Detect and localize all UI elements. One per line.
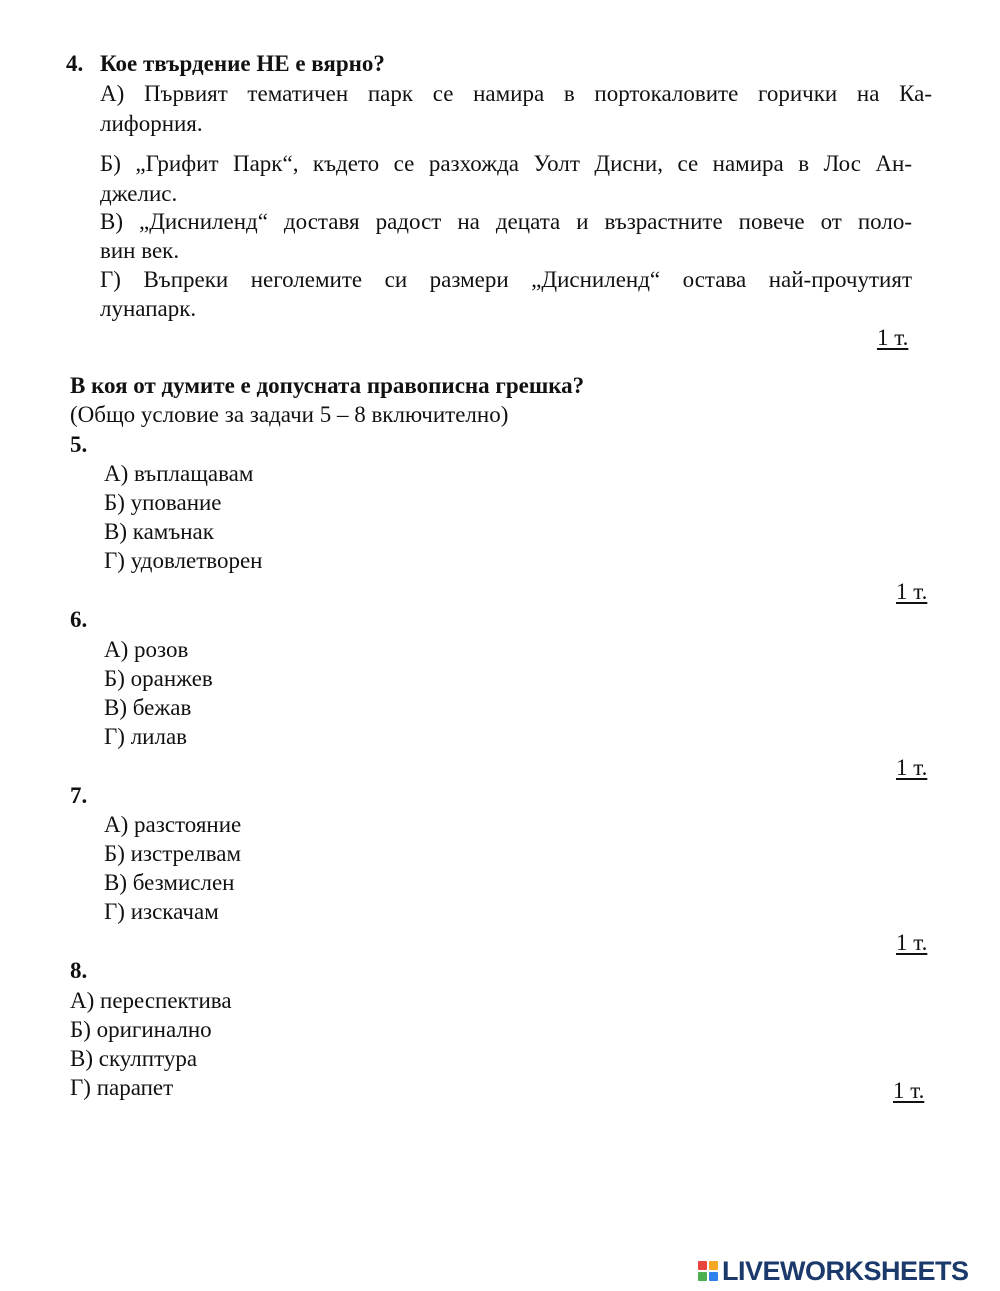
logo-tile-green [698,1272,707,1281]
q5-option-c: В) камънак [104,519,214,544]
q4-option-c-line1: В) „Дисниленд“ доставя радост на децата и възрастните повече от поло- [100,209,912,234]
q7-option-c: В) безмислен [104,870,235,895]
q5-option-b: Б) упование [104,490,222,515]
q6-option-b: Б) оранжев [104,666,213,691]
section-heading: В коя от думите е допусната правописна грешка? [70,373,585,398]
q7-option-d: Г) изскачам [104,899,219,924]
q6-option-c: В) бежав [104,695,192,720]
q7-points: 1 т. [896,930,928,955]
q8-option-c: В) скулптура [70,1046,198,1071]
logo-tile-orange [709,1261,718,1270]
q7-option-a: А) разстояние [104,812,242,837]
liveworksheets-logo [698,1256,969,1286]
q6-option-d: Г) лилав [104,724,188,749]
q8-option-d: Г) парапет [70,1075,174,1100]
q4-option-c-line2: вин век. [100,238,180,263]
logo-mark-icon [698,1261,718,1281]
q4-option-b-line2: джелис. [100,181,178,206]
q4-option-a-line1: А) Първият тематичен парк се намира в портокаловите горички на Ка- [100,81,932,106]
q4-points: 1 т. [877,325,909,350]
question-6-number: 6. [70,607,88,632]
question-4-title: Кое твърдение НЕ е вярно? [100,51,385,76]
logo-tile-blue [709,1272,718,1281]
q4-option-d-line2: лунапарк. [100,296,197,321]
q4-option-d-line1: Г) Въпреки неголемите си размери „Дисниленд“ остава най-прочутият [100,267,912,292]
q7-option-b: Б) изстрелвам [104,841,242,866]
q4-option-b-line1: Б) „Грифит Парк“, където се разхожда Уолт Дисни, се намира в Лос Ан- [100,151,912,176]
section-note: (Общо условие за задачи 5 – 8 включително) [70,402,509,427]
q6-points: 1 т. [896,755,928,780]
q8-option-b: Б) оригинално [70,1017,212,1042]
q6-option-a: А) розов [104,637,189,662]
question-8-number: 8. [70,958,88,983]
q8-option-a: А) переспектива [70,988,232,1013]
question-4-number: 4. [66,51,84,76]
question-5-number: 5. [70,432,88,457]
question-7-number: 7. [70,783,88,808]
logo-text: LIVEWORKSHEETS [722,1255,969,1286]
q8-points: 1 т. [893,1078,925,1103]
q5-option-d: Г) удовлетворен [104,548,263,573]
q4-option-a-line2: лифорния. [100,111,203,136]
logo-tile-red [698,1261,707,1270]
q5-option-a: А) въплащавам [104,461,254,486]
q5-points: 1 т. [896,579,928,604]
